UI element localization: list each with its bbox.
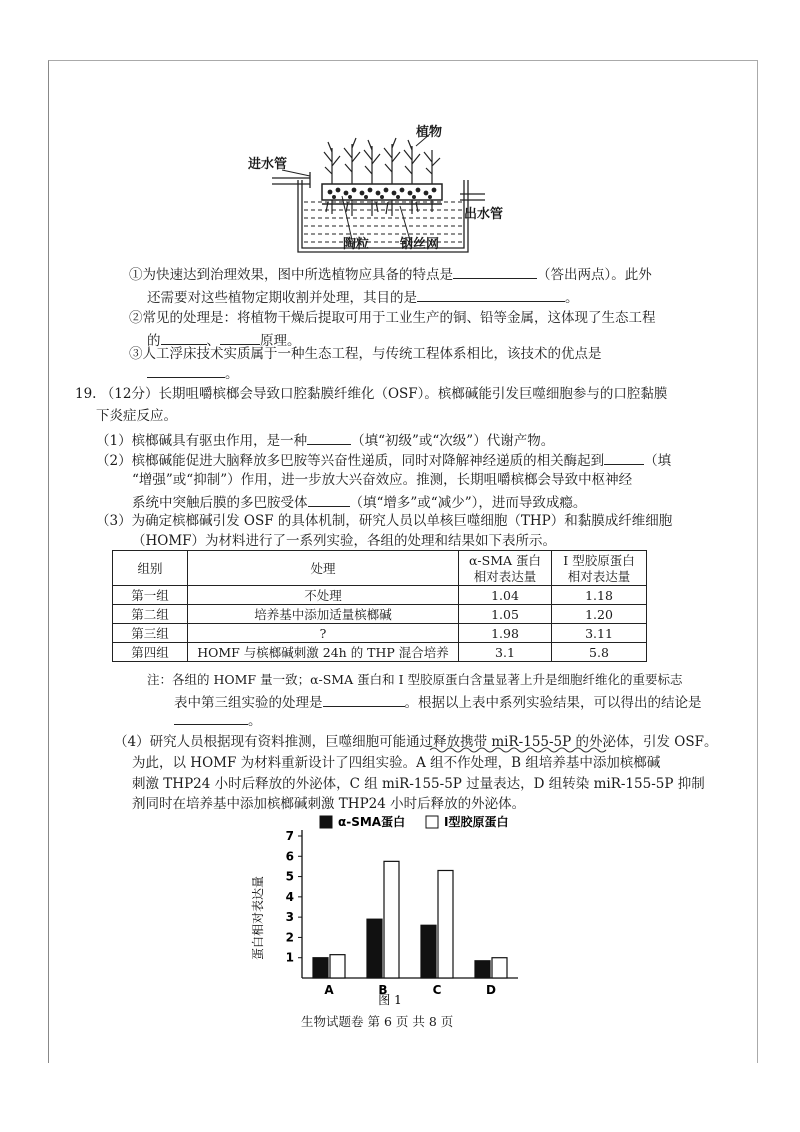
cell-treatment: ? (188, 624, 459, 643)
q19-note2-text: 表中第三组实验的处理是 (174, 695, 323, 711)
th-collagen (552, 551, 647, 586)
q19-p4-line1: （4）研究人员根据现有资料推测，巨噬细胞可能通过释放携带 miR-155-5P 的外泌体，引发 OSF。 (114, 734, 718, 750)
bar-sma (475, 961, 490, 978)
q19-p2-1a: （2）槟榔碱能促进大脑释放多巴胺等兴奋性递质，同时对降解神经递质的相关酶起到 (96, 453, 605, 469)
label-plant: 植物 (416, 125, 443, 140)
q19-note1: 注：各组的 HOMF 量一致；α-SMA 蛋白和 I 型胶原蛋白含量显著上升是细胞纤维化的重要标志 (147, 672, 683, 687)
q19-header2: 下炎症反应。 (96, 408, 177, 424)
floating-bed-diagram (240, 122, 530, 262)
th-group: 组别 (113, 551, 188, 586)
cell-group: 第四组 (113, 643, 188, 662)
cell-collagen: 1.20 (552, 605, 647, 624)
th-sma (459, 551, 552, 586)
bar-collagen (438, 870, 453, 978)
q18-line2-text: 还需要对这些植物定期收割并处理，其目的是 (147, 290, 417, 306)
x-category-label: D (486, 983, 496, 997)
label-inlet: 进水管 (248, 157, 288, 172)
answer-blank[interactable] (323, 692, 405, 707)
th-sma-line1: α-SMA 蛋白 (468, 553, 542, 568)
q18-line4-b: 原理。 (260, 333, 301, 349)
cell-group: 第三组 (113, 624, 188, 643)
bar-sma (313, 958, 328, 978)
y-tick-label: 1 (285, 950, 294, 965)
q18-line3: ②常见的处理是：将植物干燥后提取可用于工业生产的铜、铅等金属，这体现了生态工程 (129, 310, 656, 326)
th-treatment: 处理 (188, 551, 459, 586)
cell-sma: 3.1 (459, 643, 552, 662)
answer-blank[interactable] (417, 287, 565, 302)
bar-collagen (384, 861, 399, 978)
page-footer: 生物试题卷 第 6 页 共 8 页 (301, 1014, 454, 1029)
figure-caption: 图 1 (378, 993, 402, 1007)
cell-sma: 1.98 (459, 624, 552, 643)
y-tick-label: 3 (285, 910, 294, 925)
q19-p1-b: （填“初级”或“次级”）代谢产物。 (351, 433, 555, 449)
th-sma-line2: 相对表达量 (473, 569, 537, 584)
q19-p2-1b: （填 (644, 453, 672, 469)
x-category-label: A (324, 983, 334, 997)
figure1-bar-chart (240, 808, 540, 1008)
bar-collagen (492, 958, 507, 978)
q19-p2-line3 (132, 492, 586, 512)
q19-note2 (174, 692, 702, 712)
answer-blank[interactable] (161, 330, 207, 345)
table-row (113, 624, 647, 643)
cell-treatment: 培养基中添加适量槟榔碱 (188, 605, 459, 624)
q18-line1-tail: （答出两点）。此外 (537, 267, 652, 283)
q19-p3-line2: （HOMF）为材料进行了一系列实验，各组的处理和结果如下表所示。 (132, 533, 557, 549)
q19-p2-line1 (96, 450, 671, 470)
th-collagen-line2: 相对表达量 (567, 569, 631, 584)
q19-p2-3b: （填“增多”或“减少”），进而导致成瘾。 (349, 495, 587, 511)
q19-p1 (96, 430, 554, 450)
q19-p2-line2: “增强”或“抑制”）作用，进一步放大兴奋效应。推测，长期咀嚼槟榔会导致中枢神经 (132, 472, 633, 488)
y-tick-label: 7 (285, 829, 294, 843)
q19-p4-line3: 刺激 THP24 小时后释放的外泌体，C 组 miR-155-5P 过量表达，D 组转染 miR-155-5P 抑制 (132, 776, 705, 792)
q19-header1: 19. （12分）长期咀嚼槟榔会导致口腔黏膜纤维化（OSF）。槟榔碱能引发巨噬细胞参与的口腔黏膜 (75, 386, 668, 402)
q19-p4-line2: 为此，以 HOMF 为材料重新设计了四组实验。A 组不作处理，B 组培养基中添加槟榔碱 (132, 755, 661, 771)
answer-blank[interactable] (604, 450, 644, 465)
results-table (112, 550, 647, 662)
q18-line4-a: 的 (147, 333, 161, 349)
cell-sma: 1.05 (459, 605, 552, 624)
q19-p2-3a: 系统中突触后膜的多巴胺受体 (132, 495, 308, 511)
cell-collagen: 5.8 (552, 643, 647, 662)
q18-line1-text: ①为快速达到治理效果，图中所选植物应具备的特点是 (129, 267, 453, 283)
answer-blank[interactable] (453, 264, 537, 279)
bar-sma (367, 919, 382, 978)
q18-line6-tail: 。 (225, 366, 239, 382)
table-row (113, 605, 647, 624)
q19-note3-tail: 。 (248, 713, 262, 729)
answer-blank[interactable] (308, 492, 350, 507)
th-collagen-line1: I 型胶原蛋白 (563, 553, 635, 568)
table-header-row (113, 551, 647, 586)
cell-sma: 1.04 (459, 586, 552, 605)
q19-p4-line4: 剂同时在培养基中添加槟榔碱刺激 THP24 小时后释放的外泌体。 (132, 796, 526, 812)
legend-label-sma: α-SMA蛋白 (338, 815, 406, 829)
cell-group: 第二组 (113, 605, 188, 624)
y-tick-label: 6 (285, 849, 294, 864)
legend-label-collagen: I型胶原蛋白 (444, 815, 509, 829)
cell-treatment: HOMF 与槟榔碱刺激 24h 的 THP 混合培养 (188, 643, 459, 662)
q18-line2-tail: 。 (565, 290, 579, 306)
legend-swatch-collagen (426, 816, 438, 828)
table-row (113, 643, 647, 662)
answer-blank[interactable] (220, 330, 260, 345)
x-category-label: C (432, 983, 442, 997)
q19-p1-a: （1）槟榔碱具有驱虫作用，是一种 (96, 433, 308, 449)
q18-line6 (147, 363, 239, 383)
legend-swatch-sma (320, 816, 332, 828)
q19-note2-tail: 。根据以上表中系列实验结果，可以得出的结论是 (404, 695, 702, 711)
q18-line2 (147, 287, 579, 307)
q19-p3-line1: （3）为确定槟榔碱引发 OSF 的具体机制，研究人员以单核巨噬细胞（THP）和黏膜成纤维细胞 (96, 513, 673, 529)
answer-blank[interactable] (307, 430, 351, 445)
cell-collagen: 1.18 (552, 586, 647, 605)
y-tick-label: 5 (285, 869, 294, 884)
x-category-label: B (378, 983, 388, 997)
cell-treatment: 不处理 (188, 586, 459, 605)
q18-line5: ③人工浮床技术实质属于一种生态工程，与传统工程体系相比，该技术的优点是 (129, 346, 602, 362)
answer-blank[interactable] (147, 363, 225, 378)
y-tick-label: 2 (285, 930, 294, 945)
y-tick-label: 4 (285, 889, 294, 904)
answer-blank[interactable] (174, 710, 248, 725)
label-ceramsite: 陶粒 (343, 237, 370, 252)
table-row (113, 586, 647, 605)
y-axis-label: 蛋白相对表达量 (251, 875, 265, 961)
q18-line4-sep: 、 (206, 333, 220, 349)
label-mesh: 钢丝网 (400, 237, 440, 252)
q18-line1 (129, 264, 652, 284)
cell-group: 第一组 (113, 586, 188, 605)
bar-collagen (330, 955, 345, 978)
label-outlet: 出水管 (464, 207, 504, 222)
cell-collagen: 3.11 (552, 624, 647, 643)
bar-sma (421, 925, 436, 978)
q19-note3 (174, 710, 262, 730)
